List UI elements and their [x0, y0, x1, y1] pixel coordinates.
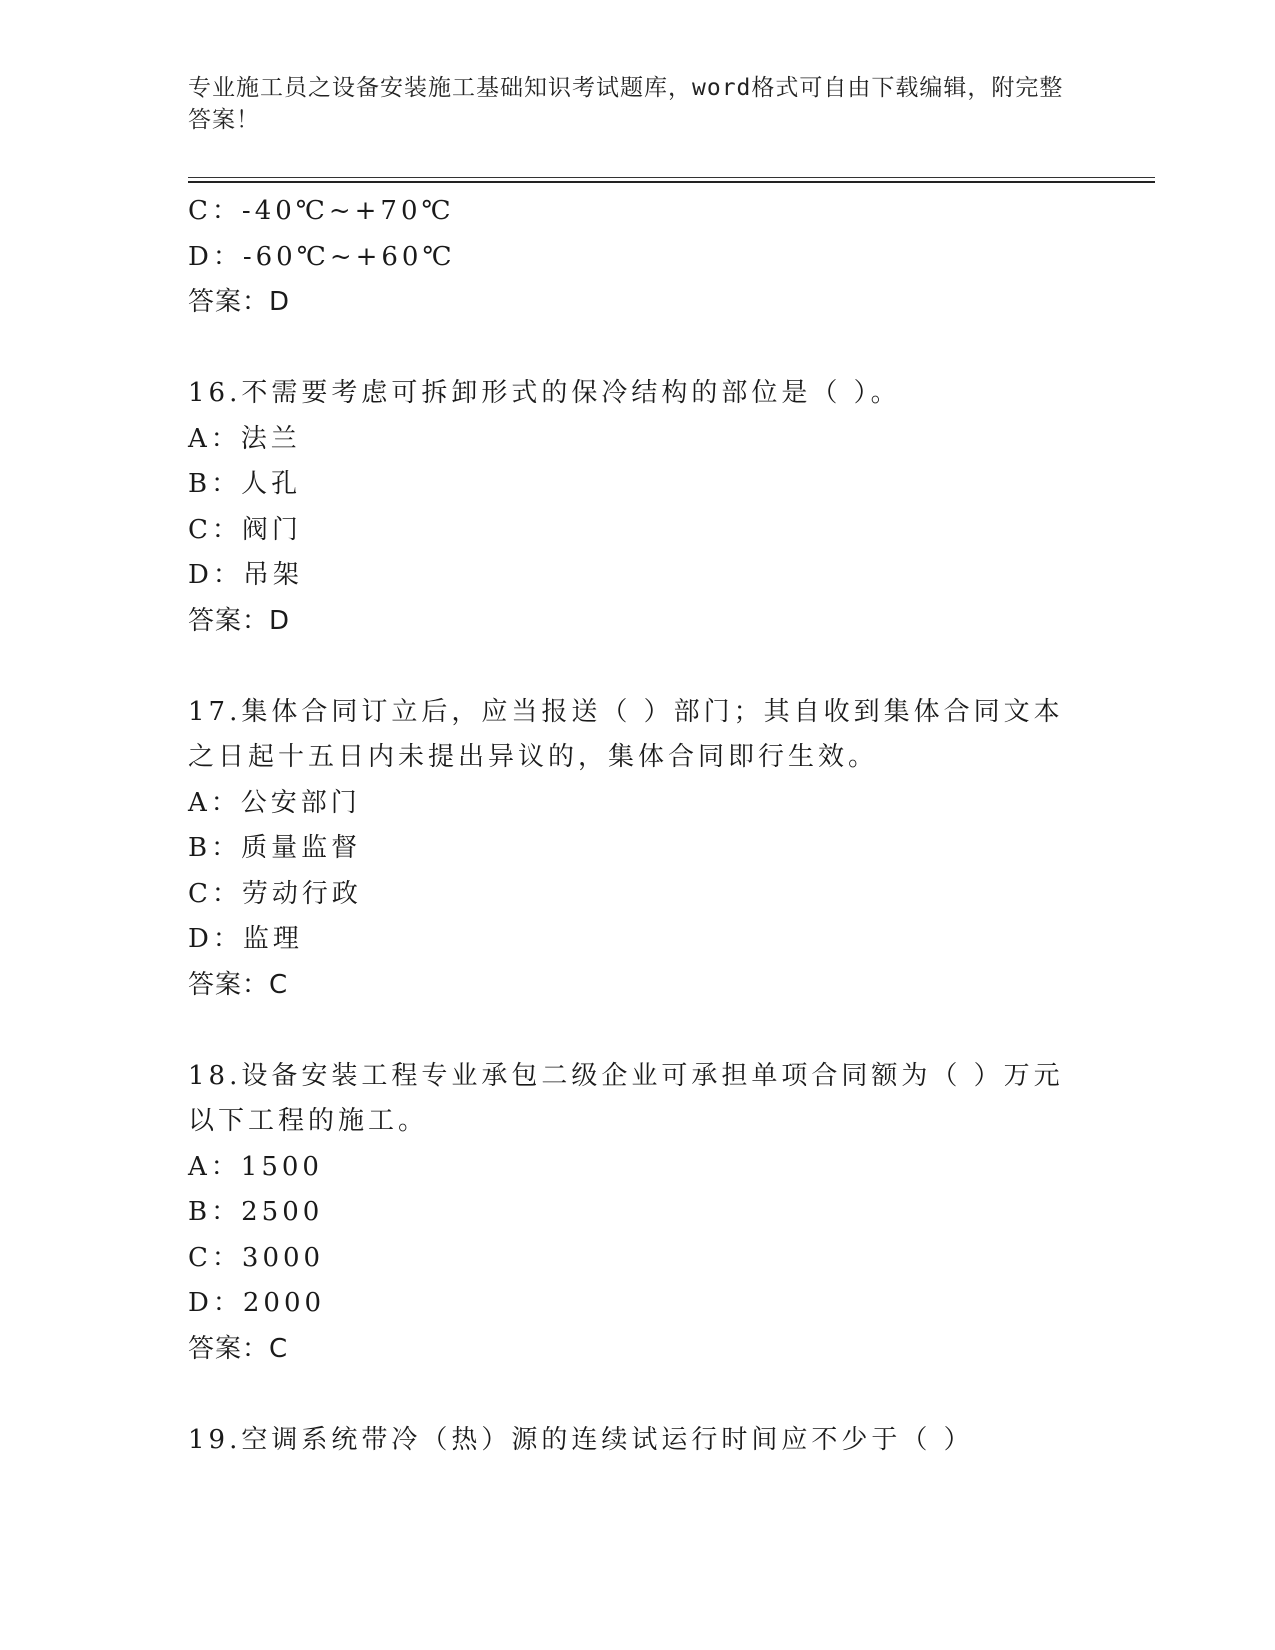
spacer [188, 1372, 1068, 1418]
option-text: 劳动行政 [241, 878, 362, 909]
option-label: C： [188, 1242, 242, 1273]
question-list [188, 189, 1068, 1463]
option-label: B： [188, 469, 242, 499]
option-a [188, 781, 1068, 827]
question-stem: 19.空调系统带冷（热）源的连续试运行时间应不少于（ ） [188, 1424, 974, 1455]
option-d [188, 917, 1068, 963]
partial-question [188, 189, 1068, 326]
option-text: 阀门 [241, 514, 302, 545]
option-text: 监理 [242, 924, 303, 954]
answer-line: 答案：C [188, 969, 289, 1000]
option-label: A： [188, 787, 241, 818]
option-c [188, 508, 1068, 554]
header-divider-thick [188, 181, 1155, 183]
option-label: B： [188, 833, 242, 863]
option-label: D： [188, 560, 243, 590]
option-label: A： [188, 423, 241, 454]
option-text: 1500 [240, 1151, 323, 1182]
option-text: 质量监督 [241, 833, 362, 863]
question-17 [188, 690, 1068, 1009]
option-label: D： [188, 1288, 243, 1318]
option-b [188, 462, 1068, 508]
option-text: 公安部门 [240, 787, 361, 818]
option-d [188, 553, 1068, 599]
header-divider-thin [188, 177, 1155, 178]
option-d [188, 1281, 1068, 1327]
option-text: 3000 [241, 1242, 325, 1273]
question-stem: 16.不需要考虑可拆卸形式的保冷结构的部位是（ ）。 [188, 378, 901, 408]
answer-line: 答案：D [188, 287, 291, 317]
option-label: D： [188, 241, 243, 272]
option-label: C： [188, 514, 242, 545]
option-c [188, 872, 1068, 918]
option-text: 2500 [241, 1197, 324, 1227]
option-text: 法兰 [240, 423, 301, 454]
option-b [188, 1190, 1068, 1236]
option-a [188, 417, 1068, 463]
option-label: D： [188, 924, 243, 954]
option-c [188, 189, 1068, 235]
spacer [188, 644, 1068, 690]
document-header: 专业施工员之设备安装施工基础知识考试题库，word格式可自由下载编辑，附完整答案！ [188, 75, 1064, 133]
option-text: -40℃~+70℃ [241, 196, 455, 226]
question-16 [188, 371, 1068, 644]
option-label: C： [188, 878, 242, 909]
spacer [188, 1008, 1068, 1054]
option-a [188, 1145, 1068, 1191]
option-text: 吊架 [242, 560, 303, 590]
question-stem: 18.设备安装工程专业承包二级企业可承担单项合同额为（ ）万元以下工程的施工。 [188, 1060, 1064, 1136]
option-b [188, 826, 1068, 872]
question-19 [188, 1418, 1068, 1464]
option-label: C： [188, 196, 242, 226]
spacer [188, 326, 1068, 372]
option-text: 2000 [242, 1288, 326, 1318]
question-stem: 17.集体合同订立后，应当报送（ ）部门；其自收到集体合同文本之日起十五日内未提出异议的，集体合同即行生效。 [188, 696, 1064, 772]
option-c [188, 1236, 1068, 1282]
option-text: 人孔 [241, 469, 302, 499]
question-18 [188, 1054, 1068, 1373]
option-text: -60℃~+60℃ [242, 241, 456, 272]
option-label: A： [188, 1151, 241, 1182]
answer-line: 答案：D [188, 605, 291, 636]
option-label: B： [188, 1197, 242, 1227]
answer-line: 答案：C [188, 1333, 289, 1364]
option-d [188, 235, 1068, 281]
